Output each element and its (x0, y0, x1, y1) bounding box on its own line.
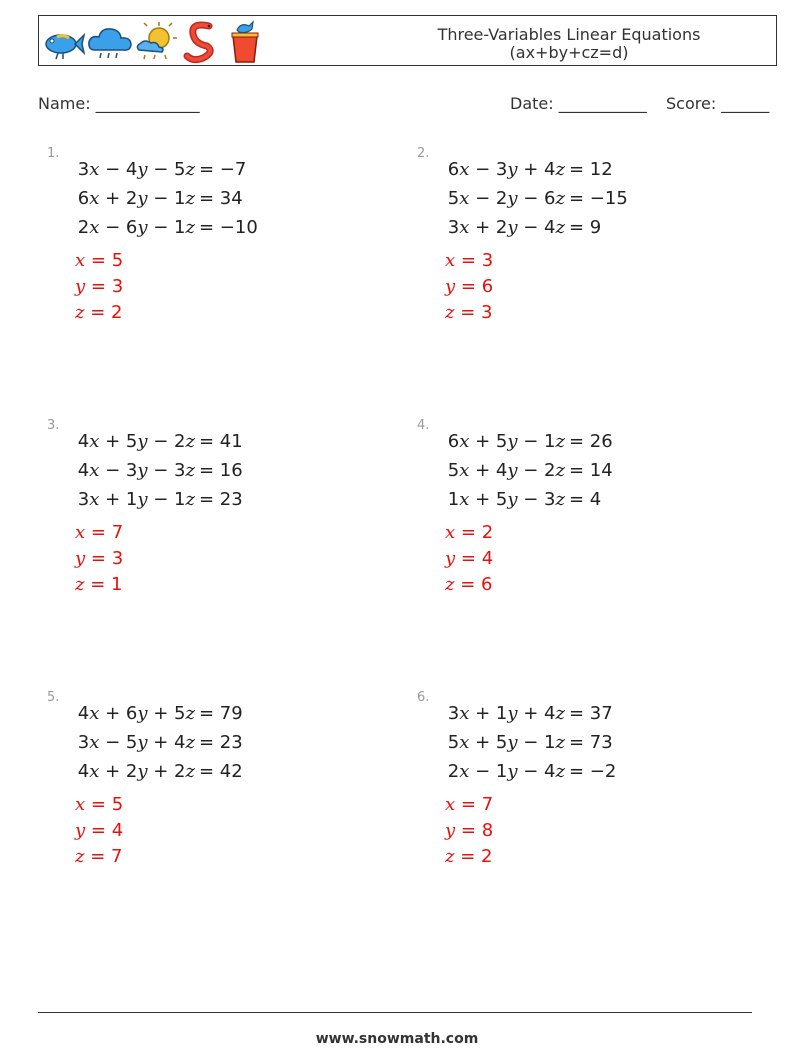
answer-line (445, 818, 493, 844)
answer-line (75, 818, 123, 844)
variable: y (507, 460, 518, 481)
answer-value: = 1 (90, 574, 123, 595)
coefficient: 2 (447, 761, 460, 782)
coefficient: 3 (447, 703, 460, 724)
rain-cloud-icon (87, 20, 133, 62)
coefficient: 4 (77, 460, 90, 481)
coefficient: 3 (77, 489, 90, 510)
equation (445, 757, 616, 786)
coefficient: + 4 (147, 732, 186, 753)
variable: z (555, 217, 565, 238)
problem-number: 2. (417, 146, 430, 161)
variable: z (185, 761, 195, 782)
answer-variable: x (445, 522, 456, 543)
coefficient: 1 (447, 489, 460, 510)
variable: x (459, 460, 470, 481)
worm-icon (181, 20, 217, 64)
variable: x (89, 431, 100, 452)
equation-lhs (445, 155, 565, 184)
coefficient: 3 (447, 217, 460, 238)
coefficient: 5 (447, 732, 460, 753)
variable: z (555, 732, 565, 753)
coefficient: − 3 (517, 489, 556, 510)
equation-rhs: = 37 (569, 703, 613, 724)
problem-number: 5. (47, 690, 60, 705)
variable: y (137, 732, 148, 753)
coefficient: − 3 (147, 460, 186, 481)
equation (445, 728, 616, 757)
coefficient: + 4 (469, 460, 508, 481)
answer-line (75, 520, 123, 546)
score-field: Score: ______ (666, 94, 770, 113)
equation-system (75, 427, 243, 514)
variable: y (507, 703, 518, 724)
answer-line (445, 274, 493, 300)
equation (75, 155, 258, 184)
variable: z (185, 431, 195, 452)
equation-lhs (445, 757, 565, 786)
equation-lhs (75, 456, 195, 485)
equation-rhs: = 73 (569, 732, 613, 753)
variable: x (459, 431, 470, 452)
answer-line (445, 520, 493, 546)
variable: z (185, 188, 195, 209)
variable: y (507, 159, 518, 180)
coefficient: − 1 (517, 431, 556, 452)
equation-rhs: = −2 (569, 761, 617, 782)
equation-rhs: = 42 (199, 761, 243, 782)
coefficient: − 5 (99, 732, 138, 753)
variable: x (89, 217, 100, 238)
fish-icon (43, 20, 85, 62)
answer-line (75, 248, 123, 274)
equation-rhs: = 26 (569, 431, 613, 452)
answer-variable: x (445, 250, 456, 271)
equation (75, 699, 243, 728)
equation (445, 213, 628, 242)
header-box (38, 15, 777, 66)
equation-lhs (75, 757, 195, 786)
coefficient: − 1 (147, 489, 186, 510)
answer-line (445, 300, 493, 326)
answer-block (75, 520, 123, 598)
answer-line (445, 792, 493, 818)
answer-value: = 7 (90, 846, 123, 867)
answer-line (75, 274, 123, 300)
equation-rhs: = 79 (199, 703, 243, 724)
equation-lhs (445, 213, 565, 242)
coefficient: − 1 (469, 761, 508, 782)
problem-2 (417, 146, 737, 366)
answer-variable: y (75, 548, 86, 569)
coefficient: 6 (447, 159, 460, 180)
coefficient: − 6 (517, 188, 556, 209)
coefficient: + 5 (147, 703, 186, 724)
variable: z (185, 217, 195, 238)
answer-value: = 3 (90, 548, 124, 569)
footer-divider (38, 1012, 752, 1013)
answer-value: = 5 (90, 794, 124, 815)
equation-system (75, 699, 243, 786)
answer-variable: y (75, 820, 86, 841)
variable: y (507, 732, 518, 753)
equation-rhs: = −10 (199, 217, 258, 238)
equation (445, 699, 616, 728)
coefficient: + 5 (469, 489, 508, 510)
variable: z (185, 703, 195, 724)
coefficient: 4 (77, 761, 90, 782)
answer-value: = 3 (90, 276, 124, 297)
variable: x (459, 732, 470, 753)
answer-value: = 4 (90, 820, 124, 841)
answer-variable: y (445, 276, 456, 297)
coefficient: 5 (447, 460, 460, 481)
equation (75, 213, 258, 242)
problem-6 (417, 690, 737, 910)
problem-5 (47, 690, 367, 910)
variable: z (185, 159, 195, 180)
answer-block (445, 792, 493, 870)
variable: y (507, 489, 518, 510)
equation (445, 155, 628, 184)
equation-lhs (75, 699, 195, 728)
equation-lhs (445, 728, 565, 757)
equation (445, 485, 613, 514)
coefficient: − 4 (517, 217, 556, 238)
worksheet-subtitle: (ax+by+cz=d) (509, 43, 629, 62)
coefficient: + 5 (99, 431, 138, 452)
problem-number: 3. (47, 418, 60, 433)
name-field: Name: _____________ (38, 94, 200, 113)
equation-lhs (445, 427, 565, 456)
answer-line (75, 844, 123, 870)
answer-value: = 7 (90, 522, 124, 543)
variable: x (89, 489, 100, 510)
worksheet-title: Three-Variables Linear Equations (437, 25, 701, 44)
coefficient: − 1 (147, 217, 186, 238)
date-field: Date: ___________ (510, 94, 647, 113)
answer-variable: y (445, 548, 456, 569)
variable: y (137, 761, 148, 782)
coefficient: − 1 (147, 188, 186, 209)
answer-variable: z (445, 846, 455, 867)
equation-lhs (75, 427, 195, 456)
answer-block (445, 520, 493, 598)
answer-variable: x (75, 794, 86, 815)
answer-value: = 2 (90, 302, 123, 323)
coefficient: − 3 (99, 460, 138, 481)
answer-value: = 3 (460, 302, 493, 323)
answer-block (75, 248, 123, 326)
variable: y (507, 188, 518, 209)
coefficient: 4 (77, 431, 90, 452)
equation (75, 485, 243, 514)
coefficient: − 2 (469, 188, 508, 209)
answer-value: = 3 (460, 250, 494, 271)
equation-lhs (445, 184, 565, 213)
answer-variable: z (75, 846, 85, 867)
equation (75, 728, 243, 757)
answer-line (445, 572, 493, 598)
variable: z (555, 703, 565, 724)
variable: x (459, 761, 470, 782)
equation-rhs: = 16 (199, 460, 243, 481)
answer-value: = 8 (460, 820, 494, 841)
answer-line (445, 546, 493, 572)
title-block (369, 26, 769, 62)
problem-number: 6. (417, 690, 430, 705)
equation (75, 757, 243, 786)
coefficient: + 1 (99, 489, 138, 510)
answer-line (75, 572, 123, 598)
equation (75, 184, 258, 213)
coefficient: 3 (77, 732, 90, 753)
variable: x (89, 188, 100, 209)
equation-rhs: = 23 (199, 489, 243, 510)
equation-rhs: = 14 (569, 460, 613, 481)
coefficient: + 2 (99, 188, 138, 209)
equation-rhs: = 34 (199, 188, 243, 209)
answer-variable: z (445, 302, 455, 323)
variable: x (89, 460, 100, 481)
equation (445, 184, 628, 213)
equation-lhs (75, 184, 195, 213)
equation-lhs (75, 485, 195, 514)
equation-rhs: = 9 (569, 217, 602, 238)
sun-cloud-icon (135, 20, 179, 62)
variable: y (507, 217, 518, 238)
variable: x (459, 188, 470, 209)
coefficient: + 5 (469, 732, 508, 753)
coefficient: + 4 (517, 703, 556, 724)
answer-line (75, 792, 123, 818)
variable: y (137, 460, 148, 481)
problem-number: 1. (47, 146, 60, 161)
footer-url: www.snowmath.com (315, 1031, 479, 1047)
answer-variable: z (75, 574, 85, 595)
equation-lhs (445, 485, 565, 514)
coefficient: 4 (77, 703, 90, 724)
equation-lhs (75, 728, 195, 757)
variable: x (459, 217, 470, 238)
bucket-icon (227, 20, 263, 64)
coefficient: 6 (77, 188, 90, 209)
variable: y (137, 159, 148, 180)
variable: y (507, 431, 518, 452)
problem-4 (417, 418, 737, 638)
variable: x (89, 761, 100, 782)
answer-variable: z (445, 574, 455, 595)
variable: x (89, 159, 100, 180)
answer-block (75, 792, 123, 870)
variable: z (555, 460, 565, 481)
coefficient: + 2 (147, 761, 186, 782)
answer-value: = 2 (460, 846, 493, 867)
variable: y (137, 489, 148, 510)
coefficient: 2 (77, 217, 90, 238)
coefficient: − 3 (469, 159, 508, 180)
equation (75, 427, 243, 456)
answer-variable: z (75, 302, 85, 323)
coefficient: + 1 (469, 703, 508, 724)
answer-value: = 7 (460, 794, 494, 815)
equation-rhs: = 4 (569, 489, 602, 510)
variable: z (555, 159, 565, 180)
equation-rhs: = 23 (199, 732, 243, 753)
coefficient: + 2 (99, 761, 138, 782)
variable: z (185, 460, 195, 481)
coefficient: + 4 (517, 159, 556, 180)
answer-value: = 4 (460, 548, 494, 569)
variable: z (555, 489, 565, 510)
variable: x (459, 489, 470, 510)
answer-variable: y (75, 276, 86, 297)
coefficient: 6 (447, 431, 460, 452)
coefficient: − 1 (517, 732, 556, 753)
coefficient: − 2 (147, 431, 186, 452)
variable: y (137, 703, 148, 724)
coefficient: − 6 (99, 217, 138, 238)
coefficient: − 4 (517, 761, 556, 782)
coefficient: 3 (77, 159, 90, 180)
answer-variable: x (445, 794, 456, 815)
equation-system (445, 699, 616, 786)
variable: x (459, 703, 470, 724)
variable: y (137, 431, 148, 452)
coefficient: − 2 (517, 460, 556, 481)
coefficient: − 5 (147, 159, 186, 180)
equation-lhs (75, 155, 195, 184)
variable: y (137, 188, 148, 209)
answer-variable: x (75, 250, 86, 271)
equation-system (445, 155, 628, 242)
answer-value: = 2 (460, 522, 494, 543)
answer-value: = 5 (90, 250, 124, 271)
answer-block (445, 248, 493, 326)
variable: z (555, 431, 565, 452)
problem-number: 4. (417, 418, 430, 433)
coefficient: + 5 (469, 431, 508, 452)
equation-lhs (75, 213, 195, 242)
equation-rhs: = −15 (569, 188, 628, 209)
coefficient: 5 (447, 188, 460, 209)
variable: x (89, 732, 100, 753)
equation-system (445, 427, 613, 514)
answer-variable: x (75, 522, 86, 543)
answer-line (445, 844, 493, 870)
variable: y (137, 217, 148, 238)
variable: z (555, 188, 565, 209)
answer-value: = 6 (460, 276, 494, 297)
equation (445, 456, 613, 485)
equation-rhs: = −7 (199, 159, 247, 180)
equation-rhs: = 41 (199, 431, 243, 452)
equation (445, 427, 613, 456)
answer-value: = 6 (460, 574, 493, 595)
variable: x (459, 159, 470, 180)
coefficient: + 6 (99, 703, 138, 724)
answer-line (445, 248, 493, 274)
coefficient: − 4 (99, 159, 138, 180)
equation (75, 456, 243, 485)
answer-variable: y (445, 820, 456, 841)
answer-line (75, 546, 123, 572)
variable: z (185, 489, 195, 510)
variable: y (507, 761, 518, 782)
problem-1 (47, 146, 367, 366)
answer-line (75, 300, 123, 326)
problem-3 (47, 418, 367, 638)
equation-system (75, 155, 258, 242)
coefficient: + 2 (469, 217, 508, 238)
variable: z (185, 732, 195, 753)
variable: z (555, 761, 565, 782)
equation-rhs: = 12 (569, 159, 613, 180)
variable: x (89, 703, 100, 724)
equation-lhs (445, 699, 565, 728)
equation-lhs (445, 456, 565, 485)
